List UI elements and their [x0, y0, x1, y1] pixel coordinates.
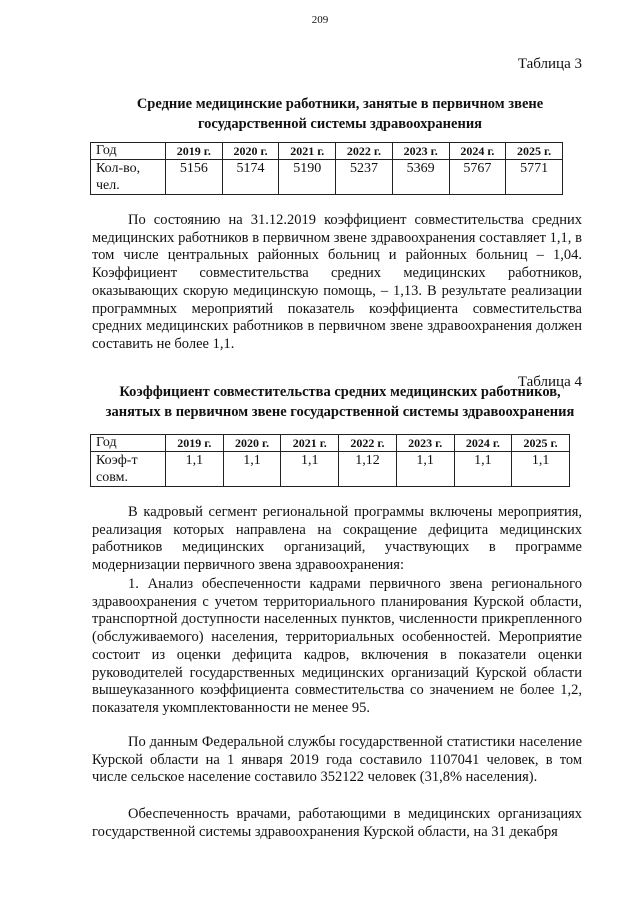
table3	[90, 142, 563, 195]
table3-row-label-line2: чел.	[96, 178, 120, 193]
table4-year: 2025 г.	[512, 435, 570, 452]
paragraph-4	[92, 734, 582, 787]
table3-row-label	[91, 160, 166, 195]
paragraph-3	[92, 576, 582, 718]
table3-year: 2022 г.	[336, 143, 393, 160]
table4-title	[60, 382, 620, 422]
table3-value: 5174	[222, 160, 279, 195]
table4-value: 1,1	[166, 452, 224, 487]
paragraph-4-text: По данным Федеральной службы государственной статистики население Курской области на 1 января 2019 года составило 1107041 человек, в том числе сельское население составило 352122 человек (31,8% населения).	[92, 734, 582, 786]
table3-caption: Таблица 3	[517, 56, 582, 72]
table3-value: 5190	[279, 160, 336, 195]
table4-year: 2020 г.	[223, 435, 281, 452]
paragraph-2-text: В кадровый сегмент региональной программы включены мероприятия, реализация которых направлена на сокращение дефицита медицинских работников медицинских организаций, участвующих в программе модернизации первичного звена здравоохранения:	[92, 504, 582, 574]
table3-year: 2020 г.	[222, 143, 279, 160]
table3-title-line2: государственной системы здравоохранения	[197, 116, 483, 132]
table4-year: 2021 г.	[281, 435, 339, 452]
paragraph-2	[92, 504, 582, 575]
paragraph-5	[92, 806, 582, 841]
table3-title-line1: Средние медицинские работники, занятые в первичном звене	[136, 96, 544, 112]
table4-row-label-line2: совм.	[96, 470, 128, 485]
paragraph-1	[92, 212, 582, 354]
table3-header-row	[91, 143, 563, 160]
table3-year: 2019 г.	[166, 143, 223, 160]
paragraph-5-text: Обеспеченность врачами, работающими в медицинских организациях государственной системы здравоохранения Курской области, на 31 декабря	[92, 806, 582, 840]
table4-year: 2019 г.	[166, 435, 224, 452]
table3-head-label: Год	[91, 143, 166, 160]
table4-year: 2022 г.	[339, 435, 397, 452]
table4-year: 2024 г.	[454, 435, 512, 452]
table4-value: 1,1	[454, 452, 512, 487]
table4-value-row	[91, 452, 570, 487]
table4-row-label-line1: Коэф-т	[96, 453, 138, 468]
table3-row-label-line1: Кол-во,	[96, 161, 141, 176]
table4-header-row	[91, 435, 570, 452]
table4-year: 2023 г.	[396, 435, 454, 452]
table4-value: 1,12	[339, 452, 397, 487]
table4-caption: Таблица 4	[517, 374, 582, 390]
table3-year: 2021 г.	[279, 143, 336, 160]
table4	[90, 434, 570, 487]
paragraph-1-text: По состоянию на 31.12.2019 коэффициент совместительства средних медицинских работников в первичном звене здравоохранения составляет 1,1, в том числе центральных районных больниц и районных больниц – 1,04. Коэффициент совместительства средних медицинских работников, оказывающих скорую медицинскую помощь, – 1,13. В результате реализации программных мероприятий показатель коэффициента совместительства средних медицинских работников в первичном звене здравоохранения должен составить не более 1,1.	[92, 212, 582, 352]
table3-value: 5767	[449, 160, 506, 195]
table3-title	[90, 94, 590, 134]
table3-year: 2023 г.	[392, 143, 449, 160]
table4-row-label	[91, 452, 166, 487]
table3-value-row	[91, 160, 563, 195]
table4-value: 1,1	[512, 452, 570, 487]
table4-title-line1: Коэффициент совместительства средних медицинских работников,	[119, 384, 561, 400]
page-number: 209	[311, 14, 329, 26]
table4-title-line2: занятых в первичном звене государственной системы здравоохранения	[105, 404, 575, 420]
table3-value: 5771	[506, 160, 563, 195]
table3-value: 5369	[392, 160, 449, 195]
table4-head-label: Год	[91, 435, 166, 452]
table3-year: 2024 г.	[449, 143, 506, 160]
table3-value: 5237	[336, 160, 393, 195]
table4-value: 1,1	[223, 452, 281, 487]
paragraph-3-text: 1. Анализ обеспеченности кадрами первичного звена регионального здравоохранения с учетом территориального планирования Курской области, транспортной доступности населенных пунктов, численности прикрепленного (обслуживаемого) населения, территориальных особенностей. Мероприятие состоит из оценки дефицита кадров, включения в показатели оценки руководителей государственных медицинских организаций Курской области вышеуказанного коэффициента совместительства со значением не более 1,2, показателя укомплектованности не менее 95.	[92, 576, 582, 716]
table3-year: 2025 г.	[506, 143, 563, 160]
table3-value: 5156	[166, 160, 223, 195]
table4-value: 1,1	[396, 452, 454, 487]
table4-value: 1,1	[281, 452, 339, 487]
